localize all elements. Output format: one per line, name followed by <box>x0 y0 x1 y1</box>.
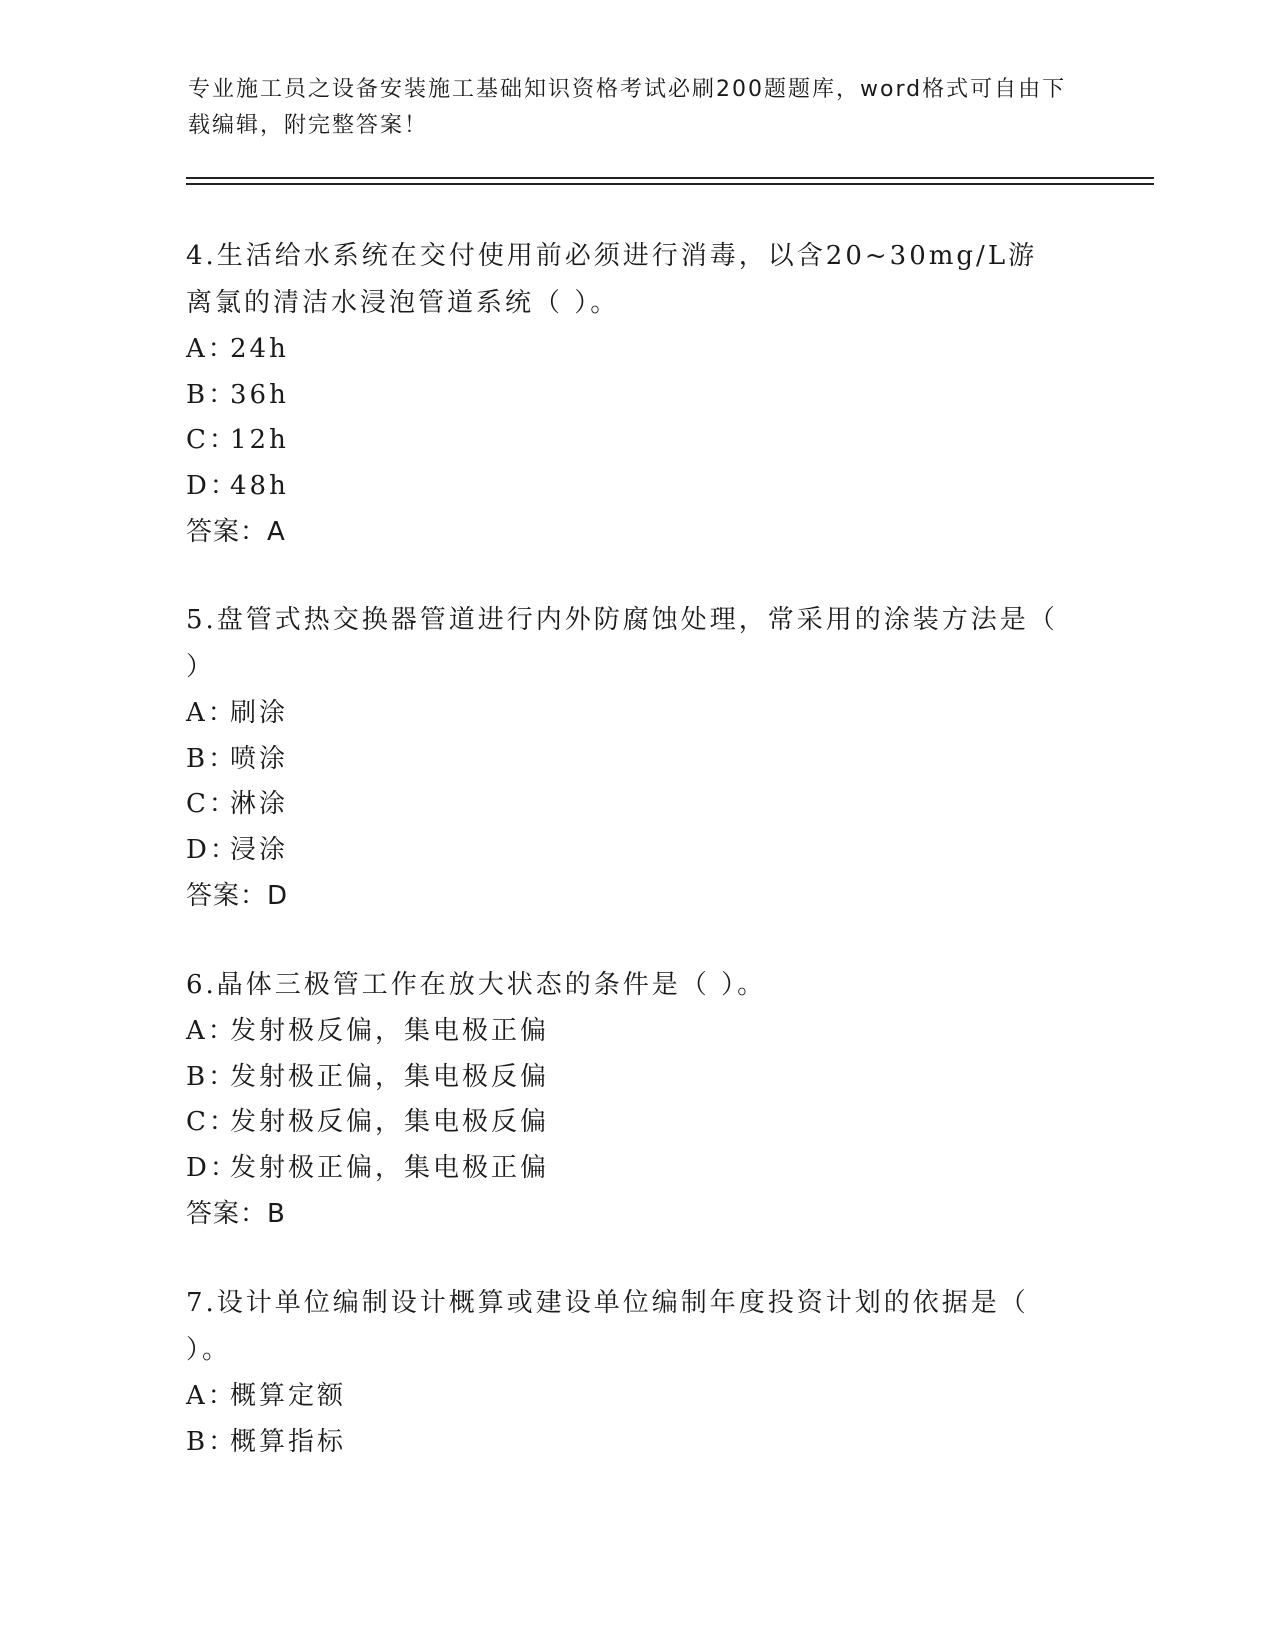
option-text: 48h <box>230 470 289 501</box>
option-text: 36h <box>230 379 289 410</box>
option-text: 发射极反偏，集电极正偏 <box>230 1016 550 1046</box>
option-text: 12h <box>230 425 289 455</box>
option-text: 喷涂 <box>230 743 289 774</box>
option-text: 发射极正偏，集电极反偏 <box>230 1061 550 1092</box>
question-stem: 5.盘管式热交换器管道进行内外防腐蚀处理，常采用的涂装方法是（ ） <box>186 605 1058 682</box>
question-6 <box>186 962 1066 1237</box>
answer-line: 答案：D <box>186 881 289 911</box>
document-header: 专业施工员之设备安装施工基础知识资格考试必刷200题题库，word格式可自由下载编辑，附完整答案！ <box>188 77 1067 138</box>
option-letter: A： <box>186 698 237 728</box>
option-letter: D： <box>186 470 239 501</box>
option-letter: C： <box>186 425 238 455</box>
option-letter: D： <box>186 834 239 865</box>
header-divider-bottom <box>186 183 1154 185</box>
option-text: 刷涂 <box>230 698 289 728</box>
option-d <box>186 828 1066 874</box>
option-b <box>186 1055 1066 1101</box>
option-b <box>186 1420 1066 1466</box>
question-stem: 4.生活给水系统在交付使用前必须进行消毒，以含20~30mg/L游离氯的清洁水浸泡管道系统（ ）。 <box>186 241 1038 318</box>
option-d <box>186 1146 1066 1192</box>
option-text: 发射极反偏，集电极反偏 <box>230 1107 550 1137</box>
option-a <box>186 327 1066 373</box>
option-letter: B： <box>186 1426 238 1457</box>
option-text: 浸涂 <box>230 834 289 865</box>
header-divider-top <box>186 177 1154 179</box>
option-text: 24h <box>230 334 289 364</box>
option-text: 发射极正偏，集电极正偏 <box>230 1152 550 1183</box>
option-text: 淋涂 <box>230 789 289 819</box>
option-a <box>186 1374 1066 1420</box>
option-letter: C： <box>186 1107 238 1137</box>
option-text: 概算定额 <box>230 1381 347 1411</box>
question-5 <box>186 597 1066 919</box>
question-stem: 7.设计单位编制设计概算或建设单位编制年度投资计划的依据是（ ）。 <box>186 1288 1029 1365</box>
question-stem: 6.晶体三极管工作在放大状态的条件是（ ）。 <box>186 970 767 1000</box>
option-a <box>186 1009 1066 1055</box>
option-letter: D： <box>186 1152 239 1183</box>
option-c <box>186 782 1066 828</box>
option-d <box>186 464 1066 510</box>
option-b <box>186 373 1066 419</box>
option-letter: C： <box>186 789 238 819</box>
option-letter: B： <box>186 1061 238 1092</box>
option-a <box>186 691 1066 737</box>
answer-line: 答案：B <box>186 1199 286 1229</box>
option-letter: A： <box>186 1381 237 1411</box>
option-letter: B： <box>186 379 238 410</box>
answer-line: 答案：A <box>186 517 286 547</box>
option-letter: A： <box>186 1016 237 1046</box>
question-7 <box>186 1280 1066 1465</box>
option-c <box>186 1100 1066 1146</box>
option-c <box>186 418 1066 464</box>
option-b <box>186 737 1066 783</box>
option-text: 概算指标 <box>230 1426 347 1457</box>
option-letter: B： <box>186 743 238 774</box>
option-letter: A： <box>186 334 237 364</box>
question-4 <box>186 233 1066 555</box>
